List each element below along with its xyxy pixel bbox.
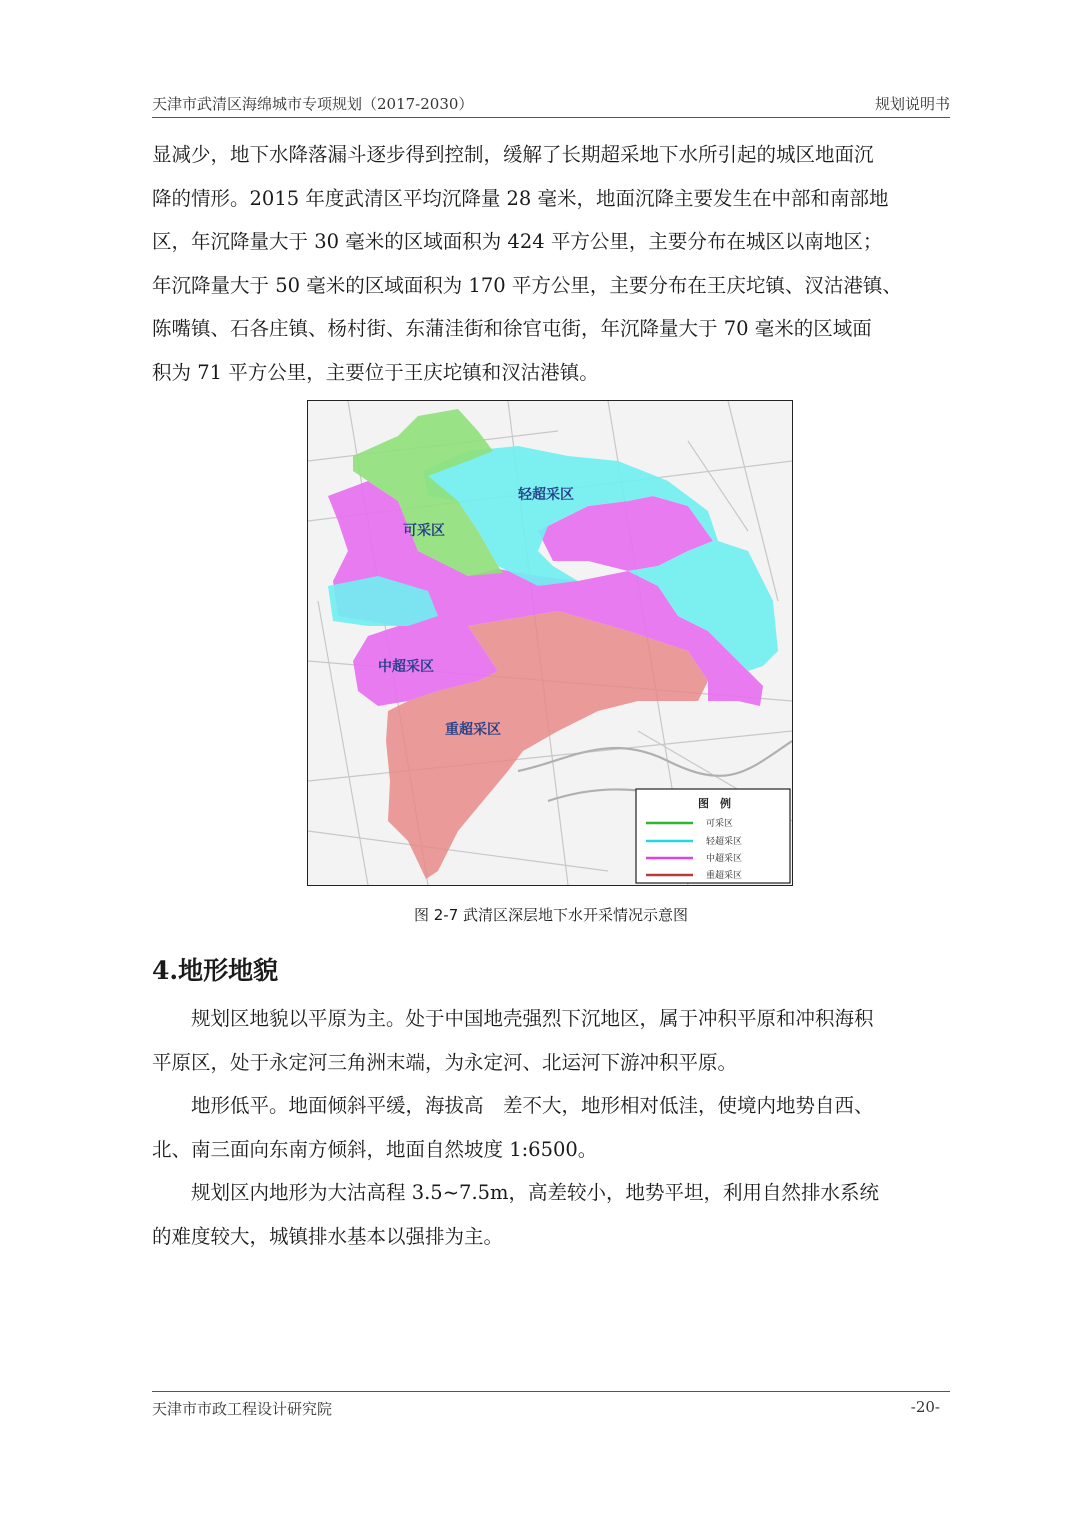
text-line: 北、南三面向东南方倾斜，地面自然坡度 1:6500。: [152, 1137, 598, 1161]
figure-caption: 图 2-7 武清区深层地下水开采情况示意图: [413, 906, 689, 924]
text-line: 区，年沉降量大于 30 毫米的区域面积为 424 平方公里，主要分布在城区以南地区；: [152, 230, 883, 253]
legend-label: 中超采区: [706, 854, 743, 864]
intro-paragraph: [152, 133, 950, 394]
footer-org: 天津市市政工程设计研究院: [152, 1400, 333, 1418]
text-line: 平原区，处于永定河三角洲末端，为永定河、北运河下游冲积平原。: [152, 1050, 738, 1074]
map-legend: [636, 789, 790, 883]
page-header: [152, 91, 950, 118]
header-doc-type: 规划说明书: [874, 95, 950, 113]
text-line: 年沉降量大于 50 毫米的区域面积为 170 平方公里，主要分布在王庆坨镇、汊沽港镇、: [152, 273, 902, 297]
zone-label-heavy: 重超采区: [445, 722, 501, 738]
legend-title: 图 例: [698, 797, 731, 810]
zone-label-light: 轻超采区: [518, 487, 574, 503]
page-footer: [152, 1391, 950, 1418]
text-line: 地形低平。地面倾斜平缓，海拔高 差不大，地形相对低洼，使境内地势自西、: [152, 1094, 874, 1117]
legend-label: 重超采区: [706, 871, 743, 881]
legend-label: 可采区: [706, 819, 734, 829]
text-line: 的难度较大，城镇排水基本以强排为主。: [152, 1224, 504, 1248]
groundwater-map: [307, 400, 793, 886]
text-line: 陈嘴镇、石各庄镇、杨村街、东蒲洼街和徐官屯街，年沉降量大于 70 毫米的区域面: [152, 317, 872, 340]
section-paragraph: [152, 1171, 950, 1258]
map-svg: [308, 401, 792, 885]
legend-label: 轻超采区: [706, 837, 743, 847]
section-paragraph: [152, 997, 950, 1084]
text-line: 显减少，地下水降落漏斗逐步得到控制，缓解了长期超采地下水所引起的城区地面沉: [152, 143, 874, 166]
text-line: 积为 71 平方公里，主要位于王庆坨镇和汊沽港镇。: [152, 360, 599, 384]
zone-label-allowable: 可采区: [403, 523, 445, 539]
section-heading: 4.地形地貌: [152, 956, 279, 985]
page-number: -20-: [910, 1398, 940, 1416]
text-line: 规划区内地形为大沽高程 3.5~7.5m，高差较小，地势平坦，利用自然排水系统: [152, 1181, 880, 1204]
text-line: 降的情形。2015 年度武清区平均沉降量 28 毫米，地面沉降主要发生在中部和南部地: [152, 186, 889, 210]
section-paragraph: [152, 1084, 950, 1171]
text-line: 规划区地貌以平原为主。处于中国地壳强烈下沉地区，属于冲积平原和冲积海积: [152, 1007, 874, 1030]
header-title: 天津市武清区海绵城市专项规划（2017-2030）: [152, 95, 474, 113]
zone-label-moderate: 中超采区: [378, 659, 434, 675]
